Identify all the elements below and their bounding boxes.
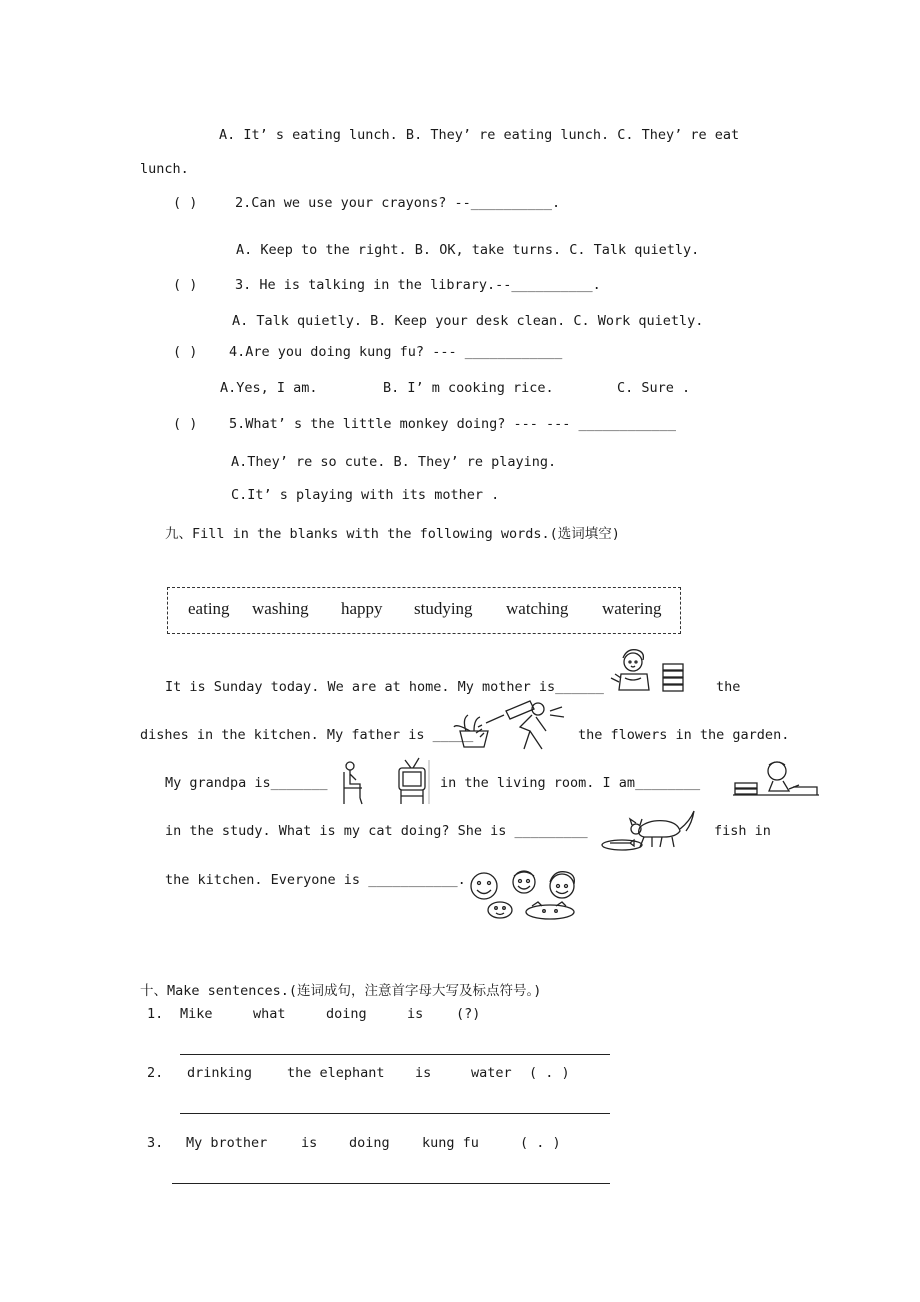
item-1-word: what xyxy=(253,1006,286,1022)
q4-answer-paren[interactable]: ( ) xyxy=(173,344,198,360)
item-2-number: 2. xyxy=(147,1065,164,1081)
cat-eating-fish-icon xyxy=(600,807,700,857)
passage-line-5a: the kitchen. Everyone is ___________. xyxy=(165,872,466,888)
item-1-word: Mike xyxy=(180,1006,213,1022)
item-3-word: ( . ) xyxy=(520,1135,561,1151)
word-bank-item: watching xyxy=(506,599,569,618)
item-2-word: the elephant xyxy=(287,1065,385,1081)
item-3-word: doing xyxy=(349,1135,390,1151)
q5-question: 5.What’ s the little monkey doing? --- --- ____________ xyxy=(229,416,677,432)
q3-answer-paren[interactable]: ( ) xyxy=(173,277,198,293)
item-3-answer-line[interactable] xyxy=(172,1183,610,1184)
item-2-word: is xyxy=(415,1065,432,1081)
section9-heading: 九、Fill in the blanks with the following words.(选词填空) xyxy=(165,526,620,542)
q4-option-b: B. I’ m cooking rice. xyxy=(383,380,554,396)
passage-line-2b: the flowers in the garden. xyxy=(578,727,790,743)
passage-line-2a: dishes in the kitchen. My father is _____ xyxy=(140,727,474,743)
passage-line-3b: in the living room. I am________ xyxy=(440,775,701,791)
woman-washing-dishes-icon xyxy=(603,648,687,694)
q1-options-continued: lunch. xyxy=(140,161,189,177)
television-icon xyxy=(395,756,433,806)
q4-option-a: A.Yes, I am. xyxy=(220,380,318,396)
q5-options-ab: A.They’ re so cute. B. They’ re playing. xyxy=(231,454,557,470)
passage-line-1b: the xyxy=(716,679,741,695)
grandpa-on-chair-icon xyxy=(340,758,366,804)
q2-answer-paren[interactable]: ( ) xyxy=(173,195,198,211)
happy-faces-icon xyxy=(466,866,582,924)
q5-answer-paren[interactable]: ( ) xyxy=(173,416,198,432)
word-bank-box xyxy=(167,587,681,634)
item-1-word: is xyxy=(407,1006,424,1022)
item-2-word: ( . ) xyxy=(529,1065,570,1081)
item-2-word: drinking xyxy=(187,1065,253,1081)
passage-line-3a: My grandpa is_______ xyxy=(165,775,328,791)
passage-line-1a: It is Sunday today. We are at home. My mother is______ xyxy=(165,679,604,695)
item-1-answer-line[interactable] xyxy=(180,1054,610,1055)
q2-question: 2.Can we use your crayons? --__________. xyxy=(235,195,561,211)
item-2-word: water xyxy=(471,1065,512,1081)
passage-line-4b: fish in xyxy=(714,823,771,839)
q2-options: A. Keep to the right. B. OK, take turns. C. Talk quietly. xyxy=(236,242,700,258)
item-3-word: My brother xyxy=(186,1135,268,1151)
item-2-answer-line[interactable] xyxy=(180,1113,610,1114)
item-3-word: kung fu xyxy=(422,1135,479,1151)
q3-question: 3. He is talking in the library.--__________. xyxy=(235,277,601,293)
word-bank-item: eating xyxy=(188,599,230,618)
item-3-number: 3. xyxy=(147,1135,164,1151)
section10-heading: 十、Make sentences.(连词成句，注意首字母大写及标点符号。) xyxy=(140,983,542,999)
word-bank-item: happy xyxy=(341,599,383,618)
word-bank-item: watering xyxy=(602,599,662,618)
q4-option-c: C. Sure . xyxy=(617,380,691,396)
man-watering-flowers-icon xyxy=(446,697,570,753)
item-1-number: 1. xyxy=(147,1006,164,1022)
child-studying-icon xyxy=(733,759,821,801)
passage-line-4a: in the study. What is my cat doing? She is _________ xyxy=(165,823,588,839)
item-1-word: (?) xyxy=(456,1006,481,1022)
q3-options: A. Talk quietly. B. Keep your desk clean. C. Work quietly. xyxy=(232,313,704,329)
q4-question: 4.Are you doing kung fu? --- ____________ xyxy=(229,344,563,360)
q5-option-c: C.It’ s playing with its mother . xyxy=(231,487,500,503)
q1-options: A. It’ s eating lunch. B. They’ re eating lunch. C. They’ re eat xyxy=(219,127,740,143)
word-bank-item: studying xyxy=(414,599,473,618)
word-bank-item: washing xyxy=(252,599,309,618)
item-3-word: is xyxy=(301,1135,318,1151)
item-1-word: doing xyxy=(326,1006,367,1022)
